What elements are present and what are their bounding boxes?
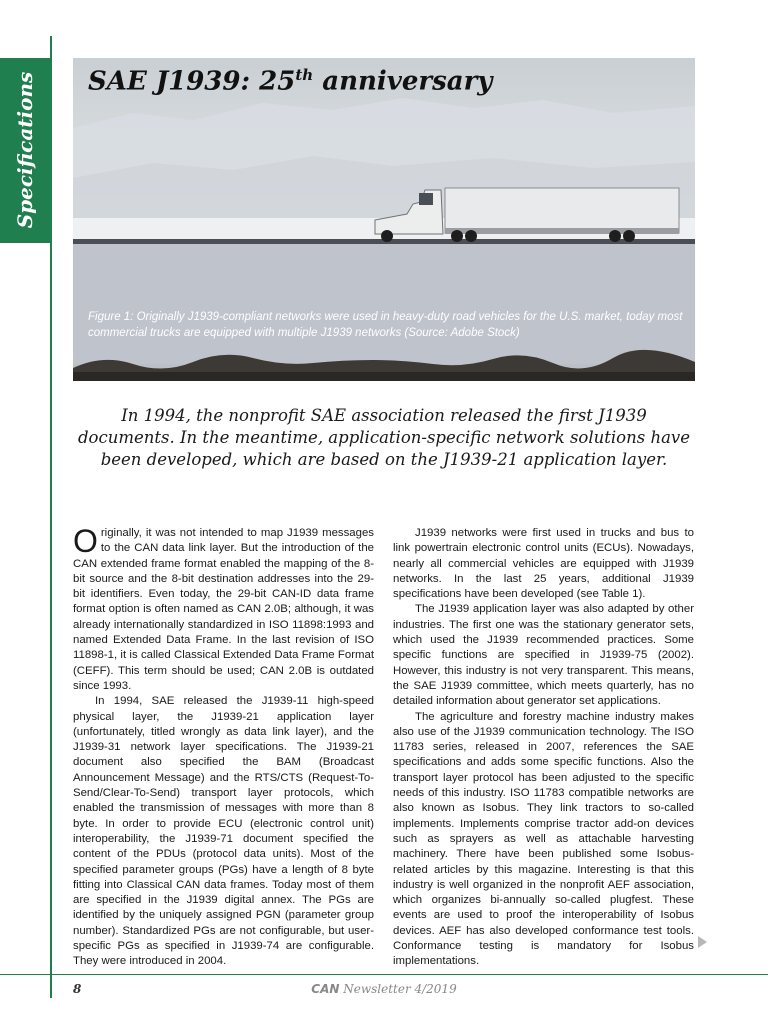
continue-arrow-icon xyxy=(698,936,707,948)
hero-image xyxy=(73,58,695,381)
left-paragraph-1: Originally, it was not intended to map J1939 messages to the CAN data link layer. But the introduction of the CAN extended frame format enabled the mapping of the 8-bit source and the 8-bit destination addresses into the 29-bit identifiers. Even today, the 29-bit CAN-ID data frame format option is often named as CAN 2.0B; although, it was already internationally standardized in ISO 11898:1993 and named Extended Data Frame. In the last revision of ISO 11898-1, it is called Classical Extended Data Frame Format (CEFF). This term should be used; CAN 2.0B is outdated since 1993. xyxy=(73,523,374,692)
lead-paragraph: In 1994, the nonprofit SAE association released the first J1939 documents. In the meantime, application-specific network solutions have been developed, which are based on the J1939-21 application layer. xyxy=(77,406,690,469)
page-number: 8 xyxy=(73,982,82,996)
article-title: SAE J1939: 25th anniversary xyxy=(88,66,493,97)
footer-rule xyxy=(0,974,768,975)
section-tab xyxy=(0,58,50,243)
left-paragraph-2: In 1994, SAE released the J1939-11 high-speed physical layer, the J1939-21 application layer (unfortunately, titled wrongly as data link layer), and the J1939-31 network layer specifications. The J1939-21 document also specified the BAM (Broadcast Announcement Message) and the RTS/CTS (Request-To-Send/Clear-To-Send) transport layer protocols, which enabled the transmission of messages with more than 8 byte. In order to provide ECU (electronic control unit) interoperability, the J1939-71 document specified the content of the PDUs (protocol data units). Most of the specified parameter groups (PGs) have a length of 8 byte fitting into Classical CAN data frames. Today most of them are specified in the J1939 digital annex. The PGs are identified by the uniquely assigned PGN (parameter group number). Standardized PGs are not configurable, but user-specific PGs as specified in J1939-74 are configurable. They were introduced in 2004. xyxy=(73,695,374,968)
left-rule xyxy=(50,36,52,998)
figure-caption: Figure 1: Originally J1939-compliant networks were used in heavy-duty road vehicles for the U.S. market, today most commercial trucks are equipped with multiple J1939 networks (Source: Adobe Stock) xyxy=(88,311,683,339)
left-column xyxy=(73,523,374,970)
right-paragraph-2: The J1939 application layer was also adapted by other industries. The first one was the stationary generator sets, which used the J1939 recommended practices. Some specific functions are specified in J1939-75 (2002). However, this industry is not very transparent. This means, the SAE J1939 committee, which meets quarterly, has no detailed information about generator set applications. xyxy=(393,603,694,708)
right-column xyxy=(393,526,694,970)
footer-title: CAN Newsletter 4/2019 xyxy=(311,982,457,996)
right-paragraph-3: The agriculture and forestry machine industry makes also use of the J1939 communication technology. The ISO 11783 series, released in 2007, references the SAE specifications and adds some specific functions. Also the transport layer protocol has been adjusted to the specific needs of this industry. ISO 11783 compatible networks are also known as Isobus. They link tractors to so-called implements. Implements comprise tractor add-on devices such as sprayers as well as attachable harvesting machinery. There have been published some Isobus-related articles by this magazine. Interesting is that this industry is well organized in the nonprofit AEF association, which organizes bi-annually so-called plugfest. These events are used to proof the interoperability of Isobus devices. AEF has also developed conformance test tools. Conformance testing is mandatory for Isobus implementations. xyxy=(393,710,694,968)
section-tab-label: Specifications xyxy=(13,71,37,229)
drop-cap: O xyxy=(73,523,98,559)
right-paragraph-1: J1939 networks were first used in trucks and bus to link powertrain electronic control units (ECUs). Nowadays, nearly all commercial vehicles are equipped with J1939 networks. In the last 25 years, additional J1939 specifications have been developed (see Table 1). xyxy=(393,527,694,601)
brand-logo: CAN xyxy=(311,982,340,996)
